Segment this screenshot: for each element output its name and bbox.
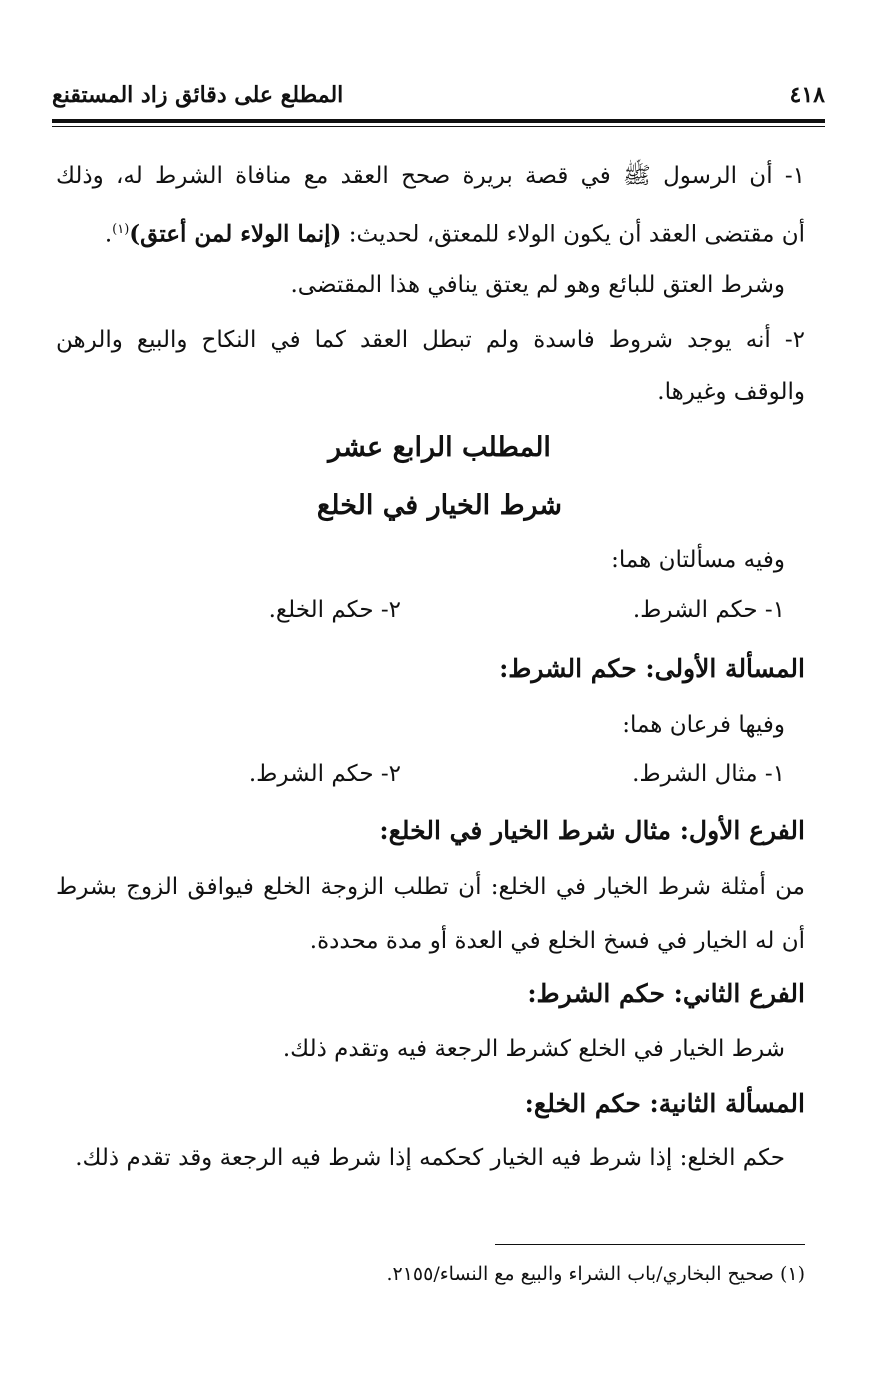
section-subtitle: شرط الخيار في الخلع (316, 490, 563, 521)
paragraph-3-line-2: والوقف وغيرها. (657, 379, 805, 405)
branch-1-heading: الفرع الأول: مثال شرط الخيار في الخلع: (379, 816, 805, 845)
footnote: (١) صحيح البخاري/باب الشراء والبيع مع النساء/٢١٥٥. (386, 1263, 805, 1285)
issue-1-intro: وفيها فرعان هما: (622, 712, 785, 738)
page-number: ٤١٨ (789, 82, 825, 108)
list-1-item-2: ٢- حكم الخلع. (268, 597, 401, 623)
branch-2-text: شرط الخيار في الخلع كشرط الرجعة فيه وتقدم ذلك. (282, 1036, 785, 1062)
footnote-ref: (١) (112, 222, 130, 237)
issue-1-heading: المسألة الأولى: حكم الشرط: (499, 654, 805, 683)
footnote-rule (495, 1244, 805, 1245)
header-rule-thin (52, 126, 825, 127)
paragraph-1-line-2 (105, 214, 805, 251)
branch-1-line-2: أن له الخيار في فسخ الخلع في العدة أو مدة محددة. (309, 928, 805, 954)
branch-1-line-1: من أمثلة شرط الخيار في الخلع: أن تطلب الزوجة الخلع فيوافق الزوج بشرط (56, 874, 805, 900)
list-2-item-2: ٢- حكم الشرط. (248, 761, 401, 787)
intro-line: وفيه مسألتان هما: (611, 547, 785, 573)
branch-2-heading: الفرع الثاني: حكم الشرط: (527, 979, 805, 1008)
paragraph-1-line-1: ١- أن الرسول ﷺ في قصة بريرة صحح العقد مع منافاة الشرط له، وذلك (56, 163, 805, 189)
paragraph-2: وشرط العتق للبائع وهو لم يعتق ينافي هذا المقتضى. (290, 272, 785, 298)
hadith-quote: (إنما الولاء لمن أعتق) (129, 220, 342, 248)
paragraph-1-line-2-end: . (104, 221, 113, 248)
paragraph-1-line-2-text: أن مقتضى العقد أن يكون الولاء للمعتق، لحديث: (341, 221, 805, 248)
page-header (52, 78, 825, 118)
issue-2-heading: المسألة الثانية: حكم الخلع: (524, 1089, 805, 1118)
section-title: المطلب الرابع عشر (328, 432, 551, 463)
header-rule-thick (52, 119, 825, 123)
issue-2-text: حكم الخلع: إذا شرط فيه الخيار كحكمه إذا شرط فيه الرجعة وقد تقدم ذلك. (75, 1145, 785, 1171)
running-title: المطلع على دقائق زاد المستقنع (52, 82, 344, 108)
list-1-item-1: ١- حكم الشرط. (632, 597, 785, 623)
list-2-item-1: ١- مثال الشرط. (632, 761, 785, 787)
paragraph-3-line-1: ٢- أنه يوجد شروط فاسدة ولم تبطل العقد كما في النكاح والبيع والرهن (56, 327, 805, 353)
